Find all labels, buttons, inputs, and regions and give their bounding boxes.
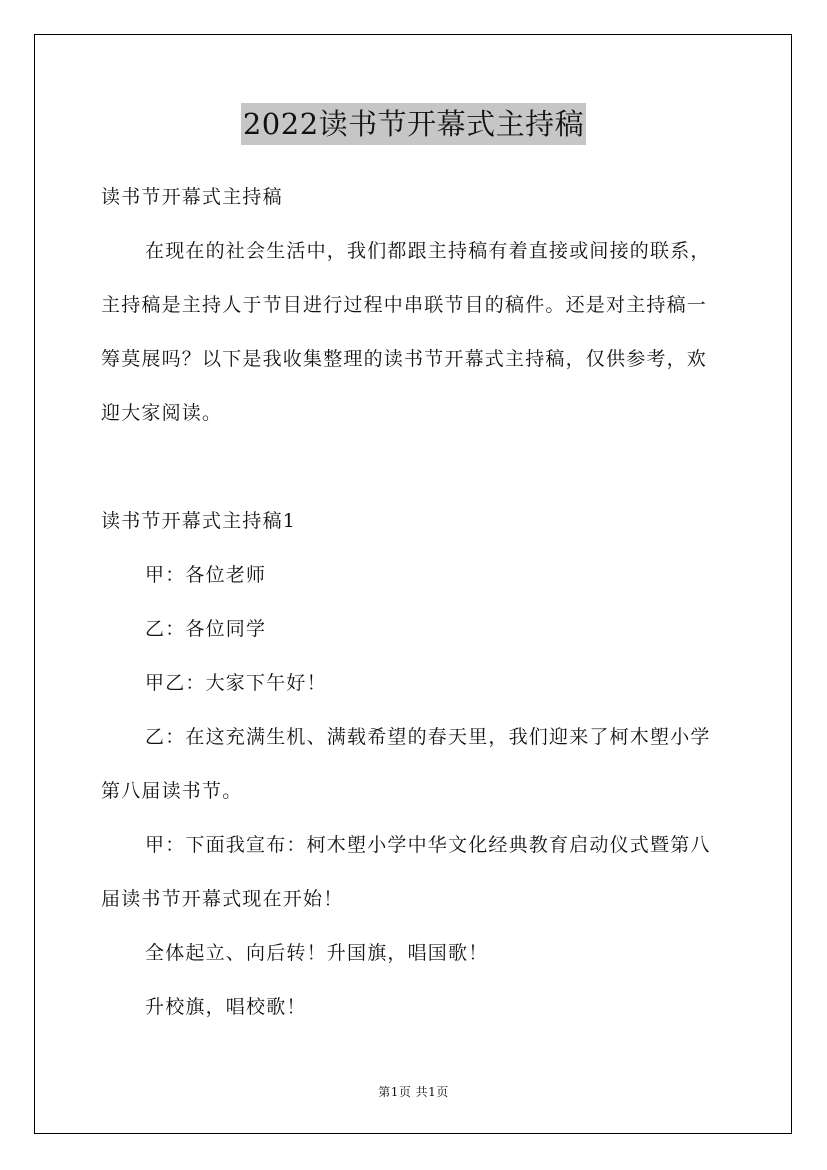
subtitle: 读书节开幕式主持稿 [101, 186, 283, 208]
dialogue-line-2: 乙：各位同学 [145, 618, 267, 640]
page-footer: 第1页 共1页 [378, 1085, 449, 1099]
document-title: 2022读书节开幕式主持稿 [241, 103, 586, 145]
dialogue-paragraph-1: 乙：在这充满生机、满载希望的春天里，我们迎来了柯木塱小学第八届读书节。 [101, 726, 711, 802]
document-body [101, 170, 726, 1034]
intro-paragraph: 在现在的社会生活中，我们都跟主持稿有着直接或间接的联系，主持稿是主持人于节目进行过程中串联节目的稿件。还是对主持稿一筹莫展吗？以下是我收集整理的读书节开幕式主持稿，仅供参考，欢迎大家阅读。 [101, 240, 711, 424]
dialogue-paragraph-2: 甲：下面我宣布：柯木塱小学中华文化经典教育启动仪式暨第八届读书节开幕式现在开始！ [101, 834, 711, 910]
dialogue-line-5: 升校旗，唱校歌！ [145, 996, 307, 1018]
dialogue-line-3: 甲乙：大家下午好！ [145, 672, 327, 694]
spacer [101, 440, 726, 494]
title-container [0, 103, 827, 145]
dialogue-line-4: 全体起立、向后转！升国旗，唱国歌！ [145, 942, 489, 964]
dialogue-line-1: 甲：各位老师 [145, 564, 267, 586]
section-heading: 读书节开幕式主持稿1 [101, 510, 297, 532]
